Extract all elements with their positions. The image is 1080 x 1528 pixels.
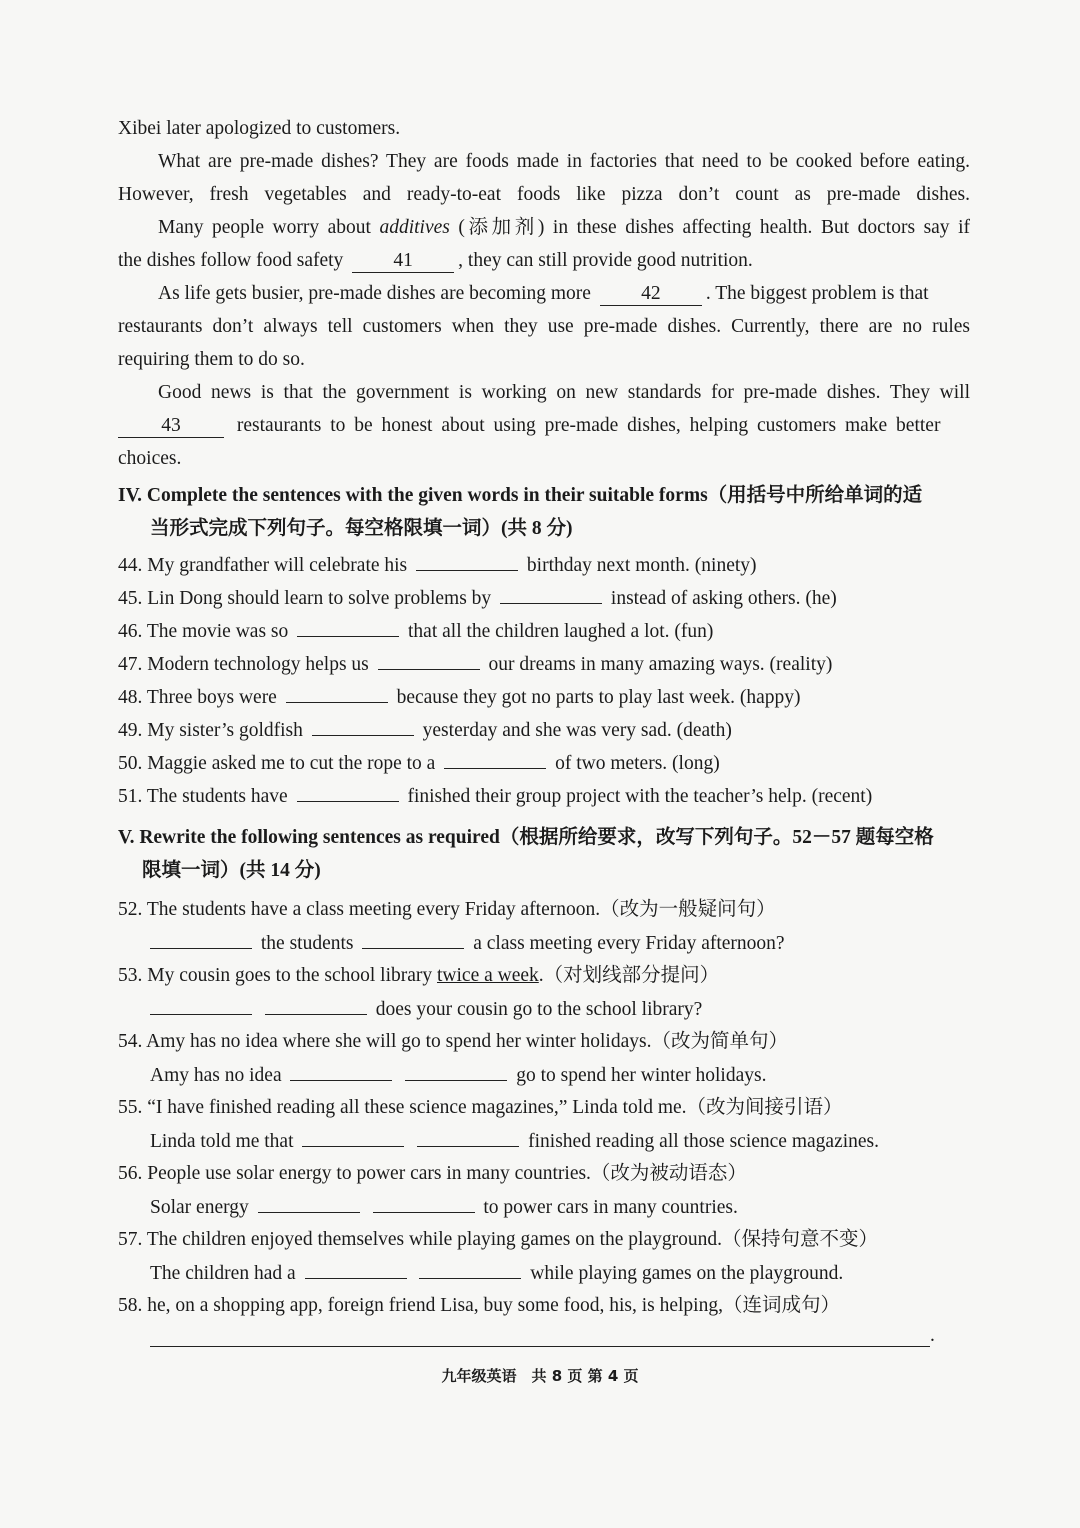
answer-blank[interactable] — [417, 1124, 519, 1147]
passage-text: the dishes follow food safety — [118, 250, 344, 271]
passage-line — [158, 211, 970, 244]
answer-blank[interactable] — [500, 581, 602, 604]
question-50 — [118, 746, 970, 779]
question-58: 58. he, on a shopping app, foreign friend Lisa, buy some food, his, is helping,（连词成句） — [118, 1295, 840, 1316]
question-text: 50. Maggie asked me to cut the rope to a — [118, 753, 436, 774]
answer-blank[interactable] — [297, 614, 399, 637]
question-55: 55. “I have finished reading all these science magazines,” Linda told me.（改为间接引语） — [118, 1097, 843, 1118]
passage-text: (添加剂) in these dishes affecting health. But doctors say if — [449, 217, 970, 238]
answer-blank[interactable] — [150, 992, 252, 1015]
question-text: to power cars in many countries. — [483, 1197, 738, 1218]
passage-line: restaurants don’t always tell customers when they use pre-made dishes. Currently, there are no rules — [118, 316, 970, 337]
underlined-part: twice a week — [437, 965, 539, 986]
question-text: yesterday and she was very sad. (death) — [422, 720, 732, 741]
question-text: go to spend her winter holidays. — [516, 1065, 767, 1086]
answer-blank[interactable] — [312, 713, 414, 736]
section-heading: V. Rewrite the following sentences as required（根据所给要求，改写下列句子。52－57 题每空格 — [118, 827, 934, 848]
question-49 — [118, 713, 970, 746]
answer-blank[interactable] — [290, 1058, 392, 1081]
answer-blank[interactable] — [302, 1124, 404, 1147]
question-text: finished their group project with the teacher’s help. (recent) — [407, 786, 873, 807]
page-footer: 九年级英语 共 8 页 第 4 页 — [441, 1367, 639, 1385]
answer-line-52 — [150, 926, 970, 959]
answer-line-57 — [150, 1256, 970, 1289]
answer-line-53 — [150, 992, 970, 1025]
answer-blank[interactable] — [419, 1256, 521, 1279]
question-text: our dreams in many amazing ways. (reality) — [488, 654, 833, 675]
question-52: 52. The students have a class meeting every Friday afternoon.（改为一般疑问句） — [118, 899, 776, 920]
answer-blank[interactable] — [444, 746, 546, 769]
question-text: 53. My cousin goes to the school library — [118, 965, 437, 986]
question-text: because they got no parts to play last week. (happy) — [396, 687, 801, 708]
passage-line — [118, 409, 970, 442]
passage-line: What are pre-made dishes? They are foods made in factories that need to be cooked before eating. — [158, 151, 970, 172]
question-text: 44. My grandfather will celebrate his — [118, 555, 408, 576]
answer-blank[interactable] — [258, 1190, 360, 1213]
question-text: a class meeting every Friday afternoon? — [473, 933, 785, 954]
question-text: 49. My sister’s goldfish — [118, 720, 303, 741]
answer-blank-43[interactable]: 43 — [118, 415, 224, 438]
answer-line-55 — [150, 1124, 970, 1157]
answer-period: . — [930, 1325, 935, 1346]
question-57: 57. The children enjoyed themselves while playing games on the playground.（保持句意不变） — [118, 1229, 878, 1250]
passage-text: restaurants to be honest about using pre-made dishes, helping customers make better — [236, 415, 941, 436]
answer-line-54 — [150, 1058, 970, 1091]
question-56: 56. People use solar energy to power cars in many countries.（改为被动语态） — [118, 1163, 747, 1184]
passage-line: Xibei later apologized to customers. — [118, 118, 401, 139]
passage-emphasis: additives — [379, 217, 450, 238]
section-heading: 当形式完成下列句子。每空格限填一词）(共 8 分) — [150, 518, 573, 539]
question-text: 51. The students have — [118, 786, 288, 807]
question-47 — [118, 647, 970, 680]
question-text: that all the children laughed a lot. (fun) — [408, 621, 714, 642]
question-text: finished reading all those science magazines. — [528, 1131, 880, 1152]
question-text: while playing games on the playground. — [530, 1263, 844, 1284]
passage-line: choices. — [118, 448, 182, 469]
answer-blank[interactable] — [378, 647, 480, 670]
question-text: 45. Lin Dong should learn to solve problems by — [118, 588, 492, 609]
section-heading: IV. Complete the sentences with the given words in their suitable forms（用括号中所给单词的适 — [118, 485, 923, 506]
question-text: Linda told me that — [150, 1131, 294, 1152]
question-text: the students — [260, 933, 354, 954]
question-text: 48. Three boys were — [118, 687, 277, 708]
question-text: 47. Modern technology helps us — [118, 654, 369, 675]
question-text: The children had a — [150, 1263, 296, 1284]
answer-line-58[interactable] — [150, 1346, 930, 1347]
answer-line-56 — [150, 1190, 970, 1223]
passage-line: requiring them to do so. — [118, 349, 305, 370]
question-45 — [118, 581, 970, 614]
question-51 — [118, 779, 970, 812]
answer-blank[interactable] — [286, 680, 388, 703]
passage-text: Many people worry about — [158, 217, 380, 238]
question-text: does your cousin go to the school library? — [375, 999, 703, 1020]
passage-line: Good news is that the government is working on new standards for pre-made dishes. They will — [158, 382, 970, 403]
answer-blank[interactable] — [297, 779, 399, 802]
answer-blank[interactable] — [305, 1256, 407, 1279]
question-53 — [118, 959, 970, 992]
question-text: Amy has no idea — [150, 1065, 282, 1086]
answer-blank[interactable] — [150, 926, 252, 949]
answer-blank[interactable] — [362, 926, 464, 949]
question-text: of two meters. (long) — [555, 753, 720, 774]
passage-line: However, fresh vegetables and ready-to-eat foods like pizza don’t count as pre-made dishes. — [118, 184, 970, 205]
section-heading: 限填一词）(共 14 分) — [142, 860, 321, 881]
answer-blank[interactable] — [373, 1190, 475, 1213]
passage-text: , they can still provide good nutrition. — [458, 250, 753, 271]
question-48 — [118, 680, 970, 713]
question-text: Solar energy — [150, 1197, 249, 1218]
answer-blank-42[interactable]: 42 — [600, 283, 702, 306]
answer-blank[interactable] — [416, 548, 518, 571]
question-text: birthday next month. (ninety) — [526, 555, 757, 576]
question-text: instead of asking others. (he) — [610, 588, 837, 609]
passage-line — [118, 244, 970, 277]
answer-blank[interactable] — [405, 1058, 507, 1081]
question-46 — [118, 614, 970, 647]
question-text: .（对划线部分提问） — [538, 965, 720, 986]
passage-text: . The biggest problem is that — [705, 283, 929, 304]
passage-text: As life gets busier, pre-made dishes are becoming more — [158, 283, 591, 304]
answer-blank[interactable] — [265, 992, 367, 1015]
passage-line — [158, 277, 970, 310]
question-44 — [118, 548, 970, 581]
question-54: 54. Amy has no idea where she will go to spend her winter holidays.（改为简单句） — [118, 1031, 788, 1052]
question-text: 46. The movie was so — [118, 621, 289, 642]
answer-blank-41[interactable]: 41 — [352, 250, 454, 273]
